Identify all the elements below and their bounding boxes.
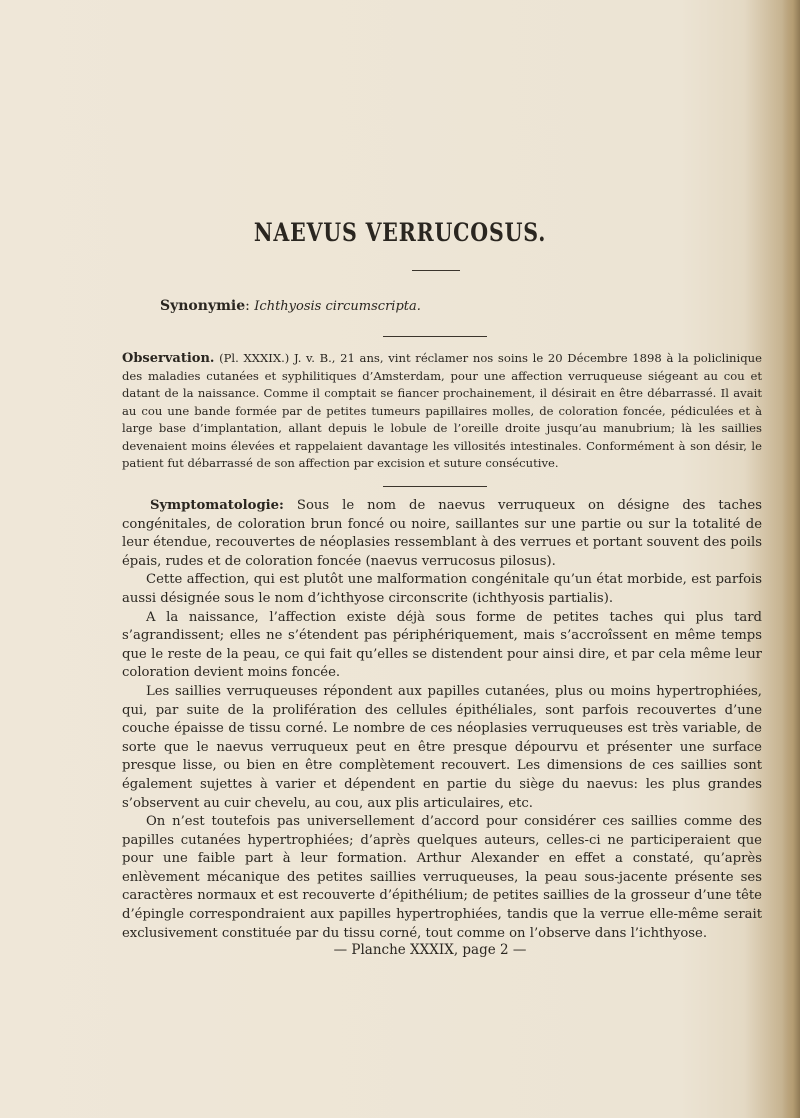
paragraph-text: Sous le nom de naevus verruqueux on désigne des taches congénitales, de coloration brun foncé ou noire, saillantes sur une partie ou sur la totalité de leur étendue, recouvertes de néoplasies ressemblant à des verrues et portant souvent des poils épais, rudes et de coloration foncée (naevus verrucosus pilosus). <box>122 498 762 569</box>
synonymie-sep: : <box>245 298 255 314</box>
symptomatologie-section <box>122 497 762 943</box>
symptomatologie-paragraph-4: Les saillies verruqueuses répondent aux papilles cutanées, plus ou moins hypertrophiées, qui, par suite de la prolifération des cellules épithéliales, sont parfois recouvertes d’une couche épaisse de tissu corné. Le nombre de ces néoplasies verruqueuses est très variable, de sorte que le naevus verruqueux peut en être presque dépourvu et présenter une surface presque lisse, ou bien en être complètement recouvert. Les dimensions de ces saillies sont également sujettes à varier et dépendent en partie du siège du naevus: les plus grandes s’observent au cuir chevelu, au cou, aux plis articulaires, etc. <box>122 683 762 811</box>
observation-text: (Pl. XXXIX.) J. v. B., 21 ans, vint réclamer nos soins le 20 Décembre 1898 à la policlinique des maladies cutanées et syphilitiques d’Amsterdam, pour une affection verruqueuse siégeant au cou et datant de la naissance. Comme il comptait se fiancer prochainement, il désirait en être débarrassé. Il avait au cou une bande formée par de petites tumeurs papillaires molles, de coloration foncée, pédiculées et à large base d’implantation, allant depuis le lobule de l’oreille droite jusqu’au manubrium; là les saillies devenaient moins élevées et rappelaient davantage les villosités intestinales. Conformément à son désir, le patient fut débarrassé de son affection par excision et suture consécutive. <box>122 351 762 470</box>
symptomatologie-paragraph-5: On n’est toutefois pas universellement d’accord pour considérer ces saillies comme des papilles cutanées hypertrophiées; d’après quelques auteurs, celles-ci ne participeraient que pour une faible part à leur formation. Arthur Alexander en effet a constaté, qu’après enlèvement mécanique des petites saillies verruqueuses, la peau sous-jacente présente ses caractères normaux et est recouverte d’épithélium; de petites saillies de la grosseur d’une tête d’épingle correspondraient aux papilles hypertrophiées, tandis que la verrue elle-même serait exclusivement constituée par du tissu corné, tout comme on l’observe dans l’ichthyose. <box>122 814 762 941</box>
synonymie-line <box>160 298 421 314</box>
symptomatologie-paragraph-2: Cette affection, qui est plutôt une malformation congénitale qu’un état morbide, est parfois aussi désignée sous le nom d’ichthyose circonscrite (ichthyosis partialis). <box>122 572 762 606</box>
divider-3 <box>383 486 487 487</box>
divider-2 <box>383 336 487 337</box>
observation-paragraph <box>122 350 762 473</box>
synonymie-label: Synonymie <box>160 298 246 314</box>
observation-label: Observation. <box>122 351 215 366</box>
divider-1 <box>412 270 460 271</box>
symptomatologie-label: Symptomatologie: <box>150 498 284 513</box>
page-title: NAEVUS VERRUCOSUS. <box>253 218 547 247</box>
synonymie-value: Ichthyosis circumscripta. <box>254 299 421 314</box>
symptomatologie-paragraph-3: A la naissance, l’affection existe déjà sous forme de petites taches qui plus tard s’agrandissent; elles ne s’étendent pas périphériquement, mais s’accroîssent en même temps que le reste de la peau, ce qui fait qu’elles se distendent pour ainsi dire, et par cela même leur coloration devient moins foncée. <box>122 609 762 681</box>
symptomatologie-paragraph-1 <box>122 497 762 571</box>
page-footer: — Planche XXXIX, page 2 — <box>333 942 527 958</box>
